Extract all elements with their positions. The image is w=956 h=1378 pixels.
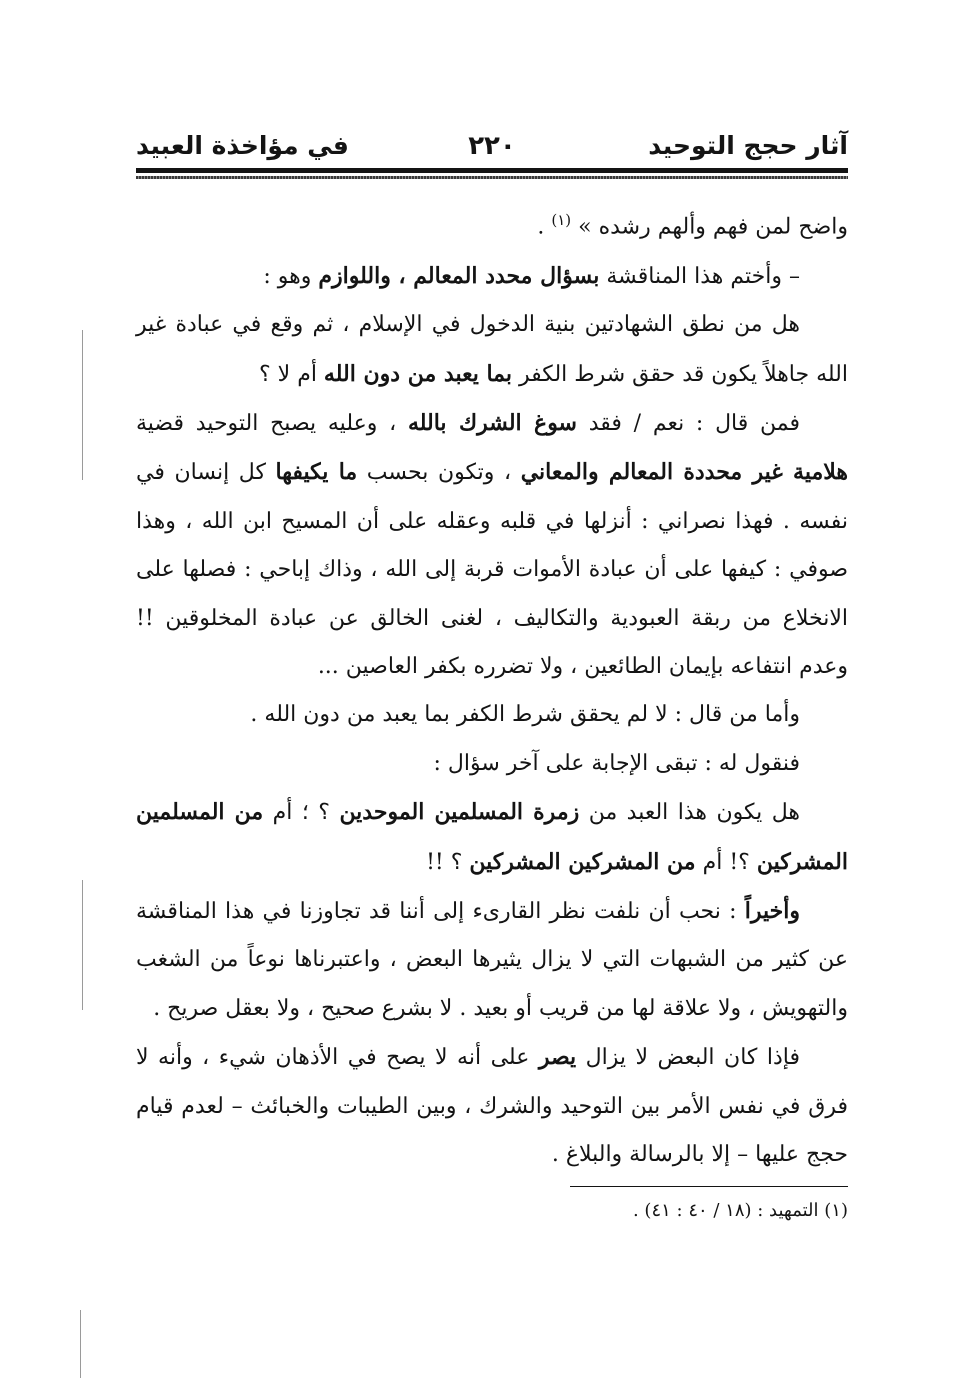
page-number: ٢٢٠ xyxy=(468,131,516,161)
paragraph-9: فإذا كان البعض لا يزال يصر على أنه لا يصح في الأذهان شيء ، وأنه لا فرق في نفس الأمر بين التوحيد والشرك ، وبين الطيبات والخبائث – لعدم قيام حجج عليها – إلا بالرسالة والبلاغ . xyxy=(136,1044,848,1168)
scan-edge-left-bottom xyxy=(80,1310,81,1378)
footnote: (١) التمهيد : (١٨ / ٤٠ : ٤١) . xyxy=(632,1200,848,1221)
body-text xyxy=(136,196,848,1179)
emphasis: من المسلمين المشركين xyxy=(136,799,848,875)
emphasis: زمرة المسلمين الموحدين xyxy=(339,799,580,826)
emphasis: يصر xyxy=(538,1044,577,1071)
emphasis: بما يعبد من دون الله xyxy=(323,360,513,387)
emphasis: من المشركين المشركين xyxy=(469,848,696,875)
emphasis: وأخيراً xyxy=(744,898,800,925)
paragraph-3: هل من نطق الشهادتين بنية الدخول في الإسلام ، ثم وقع في عبادة غير الله جاهلاً يكون قد حقق شرط الكفر بما يعبد من دون الله أم لا ؟ xyxy=(136,312,848,387)
paragraph-5: وأما من قال : لا لم يحقق شرط الكفر بما يعبد من دون الله . xyxy=(250,702,800,728)
header-rule xyxy=(136,168,848,182)
scan-edge-left-lower xyxy=(82,880,83,1010)
emphasis: بسؤال محدد المعالم ، واللوازم xyxy=(318,262,600,289)
footnote-rule xyxy=(570,1186,848,1187)
paragraph-4: فمن قال : نعم / فقد سوغ الشرك بالله ، وعليه يصبح التوحيد قضية هلامية غير محددة المعالم والمعاني ، وتكون بحسب ما يكيفها كل إنسان في نفسه . فهذا نصراني : أنزلها في قلبه وعقله على أن المسيح ابن الله ، وهذا صوفي : كيفها على أن عبادة الأموات قربة إلى الله ، وذاك إباحي : فصلها على الانخلاع من ربقة العبودية والتكاليف ، لغنى الخالق عن عبادة المخلوقين !! وعدم انتفاعه بإيمان الطائعين ، ولا تضرره بكفر العاصين ... xyxy=(136,409,848,679)
book-title: آثار حجج التوحيد xyxy=(648,131,848,160)
paragraph-1: واضح لمن فهم وألهم رشده » $^{(١)}$ . xyxy=(537,211,848,240)
scan-edge-left xyxy=(82,330,83,480)
emphasis: ما يكيفها xyxy=(275,459,358,486)
footnote-reference: (١) xyxy=(551,211,572,229)
section-title: في مؤاخذة العبيد xyxy=(136,131,349,160)
emphasis: هلامية غير محددة المعالم والمعاني xyxy=(520,459,848,486)
paragraph-2: – وأختم هذا المناقشة بسؤال محدد المعالم ، واللوازم وهو : xyxy=(263,262,800,289)
paragraph-7: هل يكون هذا العبد من زمرة المسلمين الموحدين ؟ ؛ أم من المسلمين المشركين ؟! أم من المشركين المشركين ؟ !! xyxy=(136,799,848,875)
paragraph-8: وأخيراً : نحب أن نلفت نظر القارىء إلى أننا قد تجاوزنا في هذا المناقشة عن كثير من الشبهات التي لا يزال يثيرها البعض ، واعتبرناها نوعاً من الشغب والتهويش ، ولا علاقة لها من قريب أو بعيد . لا بشرع صحيح ، ولا بعقل صريح . xyxy=(136,898,848,1021)
emphasis: سوغ الشرك بالله xyxy=(407,409,577,436)
header-rule-thick xyxy=(136,168,848,173)
paragraph-6: فنقول له : تبقى الإجابة على آخر سؤال : xyxy=(433,750,800,776)
header-rule-thin xyxy=(136,176,848,179)
